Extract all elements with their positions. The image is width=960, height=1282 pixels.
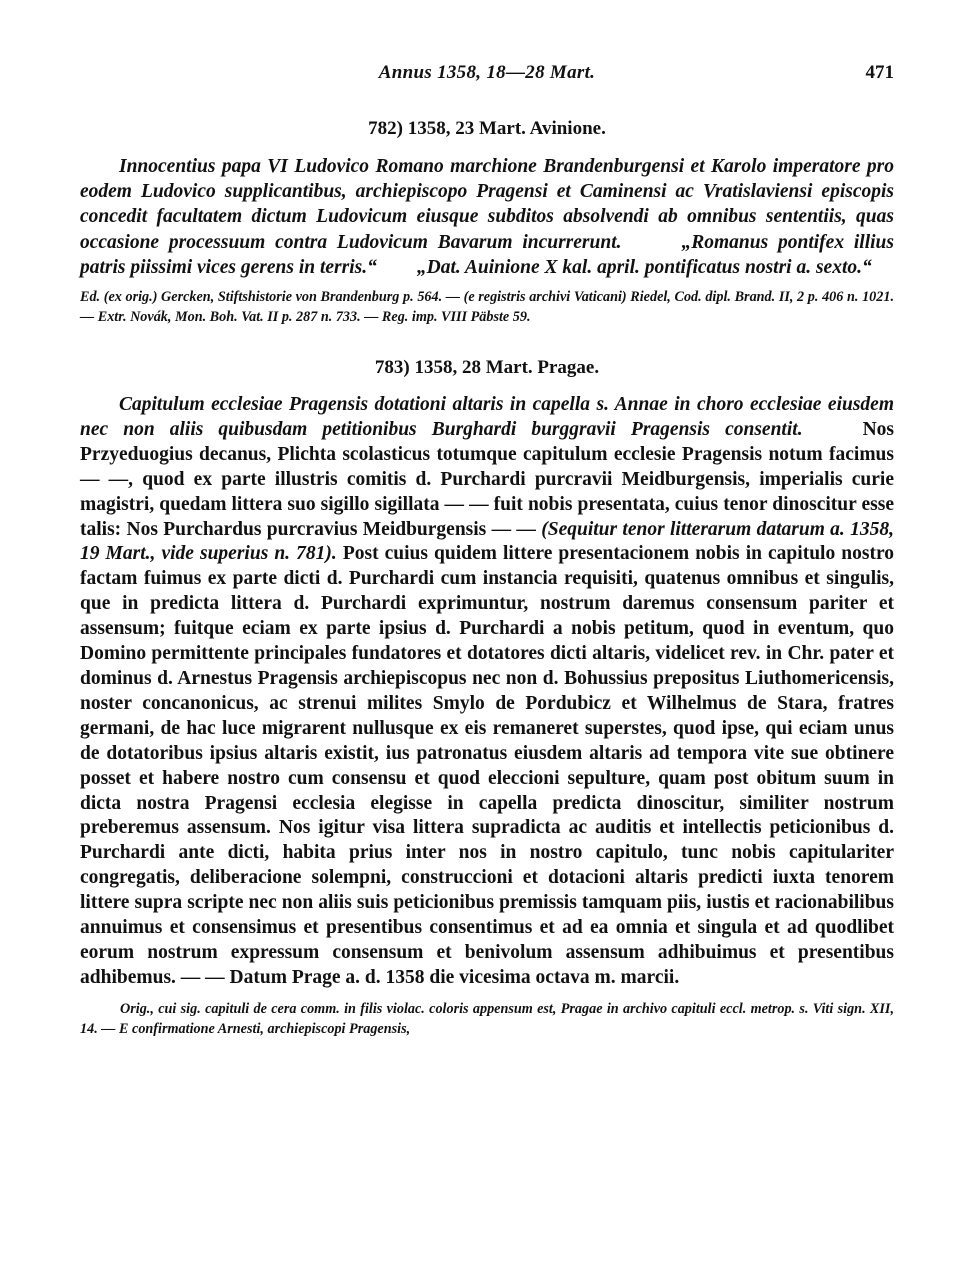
document-783-text [80, 393, 894, 991]
book-page [80, 60, 894, 1039]
document-782-arenga-quote: „Romanus pontifex illius patris piissimi vices gerens in terris.“ [80, 231, 894, 278]
document-782-dating-quote: „Dat. Auinione X kal. april. pontificatus nostri a. sexto.“ [416, 256, 872, 278]
document-783-text-part-1: Nos Przyeduogius decanus, Plichta scolasticus totumque capitulum ecclesie Pragensis notum facimus — —, quod ex parte illustris comitis d. Purchardi purcravii Meidburgensis, imperialis curie magistri, quedam littera suo sigillo sigillata — — fuit nobis presentata, cuius tenor dinoscitur esse talis: Nos Purchardus purcravius Meidburgensis — — [80, 418, 894, 540]
page-number: 471 [865, 62, 894, 83]
document-783-text-part-2: Post cuius quidem littere presentacionem nobis in capitulo nostro factam fuimus ex parte dicti d. Purchardi cum instancia requisiti, quatenus omnibus et singulis, que in predicta littera d. Purchardi exprimuntur, nostrum daremus consensum pariter et assensum; fuitque eciam ex parte ipsius d. Purchardi a nobis petitum, quod in eventum, quo Domino permittente principales fundatores et dotatores dicti altaris, videlicet rev. in Chr. pater et dominus d. Arnestus Pragensis archiepiscopus nec non d. Bohussius prepositus Liuthomericensis, noster concanonicus, ac strenui milites Smylo de Pordubicz et Wilhelmus de Stara, fratres germani, de hac luce migrarent nullusque ex eis remaneret superstes, quod ipse, qui eciam unus de dotatoribus ipsius altaris existit, ius patronatus eiusdem altaris ad tempora vite sue obtinere posset et habere nostro cum consensu et quod eleccioni sepulture, quam post obitum suum in dicta nostra Pragensi ecclesia elegisse in capella predicta dinoscitur, similiter nostrum preberemus assensum. Nos igitur visa littera supradicta ac auditis et intellectis peticionibus d. Purchardi ante dicti, habita prius inter nos in nostro capitulo, tunc nobis capitulariter congregatis, deliberacione solempni, construccioni et dotacioni altaris predicti iuxta tenorem littere supra scripte nec non aliis suis peticionibus premissis tamquam piis, iustis et racionabilibus annuimus et consensimus et presentibus consentimus et ad ea omnia et singula et ad quodlibet eorum nostrum expressum consensum et benivolum assensum adhibuimus et presentibus adhibemus. — — Datum Prage a. d. 1358 die vicesima octava m. marcii. [80, 543, 894, 988]
document-782-regest [80, 154, 894, 280]
document-783-inserted-letter-note: (Sequitur tenor litterarum datarum a. 1358, 19 Mart., vide superius n. 781). [80, 518, 895, 565]
document-782-edition-note: Ed. (ex orig.) Gercken, Stiftshistorie von Brandenburg p. 564. — (e registris archivi Vaticani) Riedel, Cod. dipl. Brand. II, 2 p. 406 n. 1021. — Extr. Novák, Mon. Boh. Vat. II p. 287 n. 733. — Reg. imp. VIII Päbste 59. [80, 289, 894, 325]
running-head [80, 60, 894, 92]
running-title: Annus 1358, 18—28 Mart. [378, 62, 596, 83]
document-783-heading: 783) 1358, 28 Mart. Pragae. [374, 357, 600, 379]
document-783-regest: Capitulum ecclesiae Pragensis dotationi altaris in capella s. Annae in choro ecclesiae eiusdem nec non aliis quibusdam petitionibus Burghardi burggravii Pragensis consentit. [80, 394, 894, 440]
document-782-summary: Innocentius papa VI Ludovico Romano marchione Brandenburgensi et Karolo imperatore pro eodem Ludovico supplicantibus, archiepiscopo Pragensi et Caminensi ac Vratislaviensi episcopis concedit facultatem dictum Ludovicum eiusque subditos absolvendi ab omnibus sententiis, quas occasione processuum contra Ludovicum Bavarum incurrerunt. [80, 156, 894, 253]
document-783-original-note: Orig., cui sig. capituli de cera comm. in filis violac. coloris appensum est, Pragae in archivo capituli eccl. metrop. s. Viti sign. XII, 14. — E confirmatione Arnesti, archiepiscopi Pragensis, [80, 1000, 894, 1037]
document-782-heading: 782) 1358, 23 Mart. Avinione. [368, 118, 606, 139]
